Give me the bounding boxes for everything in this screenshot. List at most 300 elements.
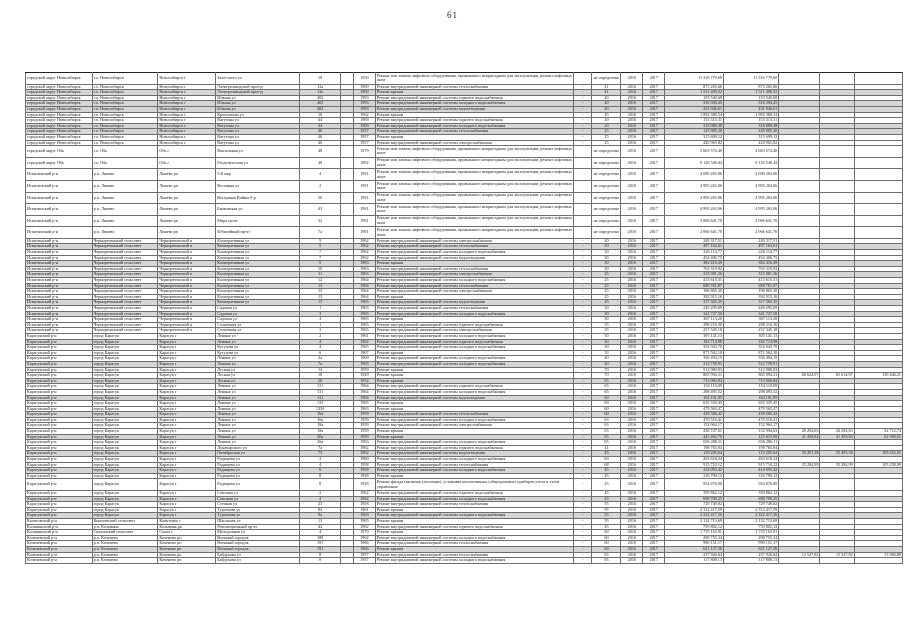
cell: городской округ Новосибирск [26,140,93,146]
cell: 19 [300,73,340,85]
cell: Чернореченский сельсовет [92,261,158,267]
cell: 4 995 263,06 [665,204,724,216]
cell: Карасук г [158,462,216,468]
cell: 2016 [621,479,643,491]
cell: Чернореченский сельсовет [92,250,158,256]
cell: 2017 [643,339,665,345]
cell: 1959 [353,412,375,418]
work-cell: Ремонт внутридомовой инженерной системы теплоснабжения [375,502,573,508]
cell: р.п. Коченево [92,552,158,558]
cell: 2017 [643,204,665,216]
cell: - [574,373,592,379]
cell: 45 [592,473,621,479]
cell: 154 110,09 [665,384,724,390]
cell: Коченевский р-н [26,552,93,558]
cell: городской округ Обь [26,157,93,169]
cell: 454 406,75 [724,255,779,261]
cell: Банковская ул [216,204,300,216]
cell: 26а [300,440,340,446]
cell: 2017 [643,333,665,339]
cell: город Карасук [92,367,158,373]
cell: 2017 [643,457,665,463]
cell: - [574,423,592,429]
cell: 1966 [353,546,375,552]
cell: - [574,546,592,552]
cell: 30 [592,333,621,339]
cell: 441 492,76 [665,434,724,440]
work-cell: Ремонт крыши [375,373,573,379]
cell: Карасукский р-н [26,339,93,345]
cell: 7а [300,227,340,239]
cell: Линево рп [158,215,216,227]
cell: 25 [592,140,621,146]
cell: 1958 [353,462,375,468]
work-cell: Ремонт или замена лифтового оборудования, признанного непригодным для эксплуатации, ремонт лифтовых шахт [376,203,572,214]
cell: г.о. Новосибирск [92,123,158,129]
cell: 11 [300,272,340,278]
cell: Ленина ул [216,384,300,390]
cell: 145 985,30 [724,129,779,135]
cell: 9 [300,261,340,267]
cell: Коченево рп [158,535,216,541]
cell: 2016 [621,261,643,267]
cell: 40 [592,356,621,362]
cell: 1993 [353,95,375,101]
cell: 2016 [621,90,643,96]
cell: 35 [592,328,621,334]
cell: Кооперативная ул [216,283,300,289]
cell: 35 284,99 [820,462,854,468]
cell: Карасук г [158,502,216,508]
cell: 2017 [643,261,665,267]
cell: 2016 [621,278,643,284]
cell: 2016 [621,333,643,339]
cell: 2016 [621,524,643,530]
cell: 431 946,61 [724,106,779,112]
cell: 16а [300,417,340,423]
cell: 1962 [353,112,375,118]
cell: 1992 [353,157,375,169]
cell: 4 995 263,06 [724,192,779,204]
cell: городской округ Новосибирск [26,73,93,85]
cell: 7а [300,361,340,367]
cell: 2016 [621,518,643,524]
cell: 6 [300,350,340,356]
cell: - [574,440,592,446]
cell: 153 540,69 [724,95,779,101]
cell: Молодежная ул [216,530,300,536]
cell: 2017 [643,434,665,440]
cell: Карасук г [158,423,216,429]
cell [574,227,592,239]
work-cell: Ремонт крыши [375,406,573,412]
cell: Карасукский р-н [26,457,93,463]
cell: 1961 [353,507,375,513]
cell: г.о. Новосибирск [92,84,158,90]
cell: - [574,535,592,541]
cell: Карасук г [158,406,216,412]
cell: - [574,339,592,345]
cell: Новосибирск г [158,140,216,146]
cell: 2017 [643,101,665,107]
cell: 1960 [353,457,375,463]
cell: 315 981,36 [665,272,724,278]
cell: 2016 [621,106,643,112]
cell: Карасукский р-н [26,356,93,362]
cell: Карасукский р-н [26,507,93,513]
cell: Ленина ул [216,429,300,435]
cell: Искитимский р-н [26,192,93,204]
cell: 317 365,35 [724,300,779,306]
cell: Кооперативная ул [216,261,300,267]
cell: 60 [592,406,621,412]
cell: 1964 [353,294,375,300]
cell: 865 994,31 [665,373,724,379]
cell [574,192,592,204]
cell: 12 [300,278,340,284]
cell: Карасукский р-н [26,496,93,502]
cell: городской округ Обь [26,146,93,158]
cell: 2016 [621,350,643,356]
cell [820,157,854,169]
cell: Карасукский р-н [26,367,93,373]
cell: 2 [300,491,340,497]
cell: Октябрьская ул [216,451,300,457]
cell: 1957 [353,134,375,140]
cell: 312 758,91 [724,361,779,367]
cell: 2 663 574,40 [724,146,779,158]
cell: Новосибирск г [158,73,216,85]
cell: 25 [592,129,621,135]
cell: г.о. Новосибирск [92,73,158,85]
cell: 55 [592,507,621,513]
cell: городской округ Новосибирск [26,123,93,129]
cell: Революционный пр-кт [216,524,300,530]
cell: 2017 [643,328,665,334]
cell: 2017 [643,507,665,513]
cell: городской округ Новосибирск [26,90,93,96]
cell: 2017 [643,417,665,423]
cell: р.п. Линево [92,169,158,181]
cell: 2017 [643,491,665,497]
cell: Карасукский р-н [26,423,93,429]
cell: 382 416,49 [665,261,724,267]
cell: Обь г [158,157,216,169]
cell: 48 [300,146,340,158]
cell: 317 365,35 [665,300,724,306]
cell: 915 710,12 [724,462,779,468]
work-cell: Ремонт или замена лифтового оборудования, признанного непригодным для эксплуатации, ремонт лифтовых шахт [376,72,572,83]
cell: 2016 [621,434,643,440]
cell: 2017 [643,473,665,479]
cell: - [574,317,592,323]
cell [779,146,820,158]
cell: город Карасук [92,333,158,339]
cell: Союзная ул [216,496,300,502]
cell: - [574,106,592,112]
cell: 41 [592,84,621,90]
cell: - [574,457,592,463]
cell: 2016 [621,406,643,412]
cell: 1962 [353,255,375,261]
cell: р.п. Линево [92,204,158,216]
cell: 356 494,15 [665,356,724,362]
cell: Новосибирск г [158,95,216,101]
cell: 13 [300,518,340,524]
cell: 2016 [621,378,643,384]
cell: 413 615,31 [665,278,724,284]
cell: 698 709,25 [724,496,779,502]
cell: Карасук г [158,345,216,351]
cell: Чернореченский п [158,238,216,244]
cell: Карасук г [158,356,216,362]
cell: г.о. Новосибирск [92,140,158,146]
cell: 2017 [643,451,665,457]
cell: 2017 [643,134,665,140]
cell: 20 [592,244,621,250]
cell: 30 [592,339,621,345]
cell: Мира пр-кт [216,215,300,227]
work-cell: Ремонт крыши [375,434,573,440]
cell: 30 [592,255,621,261]
cell: Чернореченский сельсовет [92,294,158,300]
cell: Кооперативная ул [216,266,300,272]
cell: - [574,345,592,351]
cell: 1965 [353,322,375,328]
cell: Чернореченский п [158,328,216,334]
cell: 698 709,25 [665,496,724,502]
work-cell: Ремонт внутридомовой инженерной системы теплоснабжения [375,84,573,90]
cell: 249 295,69 [724,306,779,312]
work-cell: Ремонт внутридомовой инженерной системы горячего водоснабжения [375,95,573,101]
cell: 2017 [643,367,665,373]
cell: город Карасук [92,513,158,519]
work-cell: Ремонт внутридомовой инженерной системы водоотведения [375,106,573,112]
cell: город Карасук [92,445,158,451]
cell [820,204,854,216]
cell: 2016 [621,294,643,300]
cell: 131 [300,389,340,395]
cell: 1962 [353,535,375,541]
cell: 119 205,64 [665,451,724,457]
cell: 2 663 574,40 [665,146,724,158]
cell: 2016 [621,266,643,272]
cell: р.п. Колывань [92,524,158,530]
cell: 2017 [643,524,665,530]
cell: Ватутина ул [216,140,300,146]
cell: Чернореченский п [158,244,216,250]
cell: Южная ул [216,106,300,112]
cell [779,73,820,85]
cell: 1964 [353,389,375,395]
cell: 2017 [643,502,665,508]
cell: Кооперативная ул [216,294,300,300]
cell: 315 699,12 [724,134,779,140]
cell: не определено [592,227,621,239]
cell: не определено [592,180,621,192]
cell: г.о. Новосибирск [92,129,158,135]
table-wrapper [25,72,903,564]
cell: 2017 [643,255,665,261]
cell: Карасукский р-н [26,491,93,497]
cell: 2016 [621,283,643,289]
cell: Степная ул [216,502,300,508]
cell: 4 [300,317,340,323]
cell: Ватутина ул [216,134,300,140]
cell: 2017 [643,283,665,289]
cell [820,479,854,491]
cell: 2016 [621,395,643,401]
cell: Карасук г [158,507,216,513]
cell: Карасук г [158,451,216,457]
cell: 1993 [353,101,375,107]
work-cell: Ремонт крыши [375,367,573,373]
cell: Карасукский р-н [26,445,93,451]
cell: 1958 [353,468,375,474]
cell: - [574,328,592,334]
cell: 33 [592,350,621,356]
cell: 9а [300,513,340,519]
work-cell: Ремонт внутридомовой инженерной системы холодного водоснабжения [375,496,573,502]
cell: Карасукский р-н [26,412,93,418]
cell: 1991 [353,227,375,239]
work-cell: Ремонт крыши [375,378,573,384]
cell: 1962 [353,524,375,530]
cell: 263 618,24 [665,457,724,463]
cell: Искитимский р-н [26,266,93,272]
cell [854,227,902,239]
cell: 5 [300,238,340,244]
cell: 1962 [353,496,375,502]
cell: р.п. Коченево [92,546,158,552]
cell: 729 749,82 [665,502,724,508]
cell: 2 066 641,70 [665,215,724,227]
cell: 2017 [643,468,665,474]
cell: Искитимский р-н [26,328,93,334]
cell: Карасук г [158,473,216,479]
cell: 2016 [621,272,643,278]
cell: Карасук г [158,333,216,339]
table-row [26,146,903,158]
cell: 873 265,66 [724,84,779,90]
cell: 2016 [621,367,643,373]
cell [340,479,353,491]
cell: 25 [592,134,621,140]
cell: 2017 [643,289,665,295]
cell: 2017 [643,118,665,124]
cell: Чернореченский сельсовет [92,306,158,312]
cell: 763 319,92 [665,266,724,272]
cell: 2017 [643,518,665,524]
cell: Новосибирск г [158,129,216,135]
cell: Ленина ул [216,356,300,362]
cell: - [574,530,592,536]
cell: Лесная ул [216,373,300,379]
cell: Коченево рп [158,546,216,552]
cell: 1965 [353,345,375,351]
cell: 13 [300,289,340,295]
cell: 413 615,31 [724,278,779,284]
cell: 1966 [353,541,375,547]
cell: 1952 [353,378,375,384]
cell: 45 [592,451,621,457]
cell: 655 339,45 [665,401,724,407]
cell: - [574,429,592,435]
cell [820,192,854,204]
cell: 182 714,98 [724,339,779,345]
cell: 352 943,70 [665,345,724,351]
work-cell: Ремонт внутридомовой инженерной системы холодного водоснабжения [375,333,573,339]
cell: Искитимский р-н [26,278,93,284]
cell: 2016 [621,423,643,429]
cell: Ленина ул [216,401,300,407]
cell: 1965 [353,361,375,367]
cell: 2017 [643,535,665,541]
cell: Радищева ул [216,468,300,474]
cell: Чернореченский сельсовет [92,328,158,334]
cell: Вокзальная ул [216,146,300,158]
cell: 2017 [643,157,665,169]
cell: 20 [592,118,621,124]
cell: - [574,462,592,468]
cell: 316 088,48 [665,123,724,129]
cell: - [574,417,592,423]
cell: 2016 [621,401,643,407]
cell: 367 113,20 [724,317,779,323]
table-row [26,169,903,181]
cell: 25 [592,294,621,300]
cell: 44 [300,118,340,124]
cell: 26 294,63 [779,429,820,435]
cell: 8 [300,473,340,479]
cell: 25 [592,283,621,289]
cell [820,169,854,181]
work-cell: Ремонт внутридомовой инженерной системы холодного водоснабжения [375,311,573,317]
cell: 30 [592,317,621,323]
cell: 50 [300,192,340,204]
cell: 1965 [353,306,375,312]
cell: - [574,479,592,491]
cell [340,204,353,216]
cell: Искитимский р-н [26,322,93,328]
cell: 1 092 380,54 [665,112,724,118]
cell: Южная ул [216,95,300,101]
cell: 46 [300,129,340,135]
cell: 3 [300,311,340,317]
cell: 298 493,52 [724,389,779,395]
cell: 470 516,41 [724,417,779,423]
cell: 2017 [643,429,665,435]
cell: 1969 [353,118,375,124]
cell: 2 132 713,69 [724,518,779,524]
cell: 359 862,12 [665,491,724,497]
cell: городской округ Новосибирск [26,106,93,112]
cell: 2016 [621,129,643,135]
cell: Чернореченский сельсовет [92,244,158,250]
cell: 1 [300,306,340,312]
cell: - [574,541,592,547]
work-cell: Ремонт внутридомовой инженерной системы теплоснабжения [375,283,573,289]
cell: 1969 [353,84,375,90]
cell: 263 618,24 [724,457,779,463]
cell: 60 [592,457,621,463]
table-row [26,204,903,216]
cell: г.о. Обь [92,157,158,169]
cell: 60 [592,541,621,547]
cell: 865 994,31 [724,373,779,379]
cell: 2016 [621,255,643,261]
cell: 105 258,99 [854,462,902,468]
